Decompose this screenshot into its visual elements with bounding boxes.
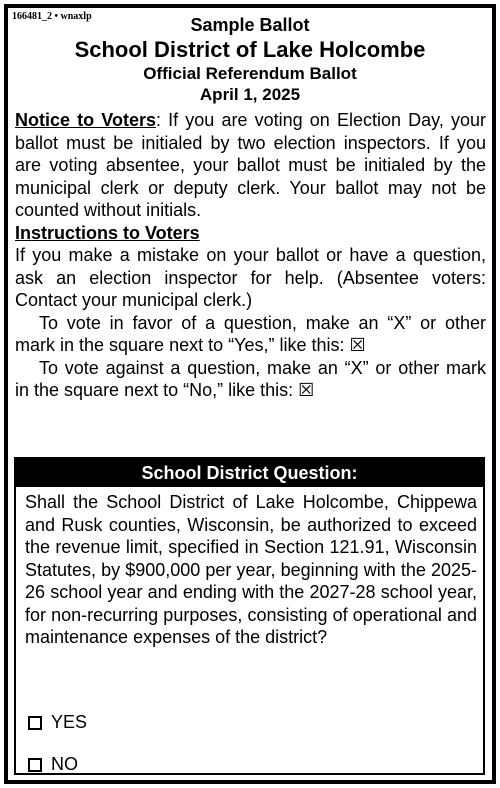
question-box	[14, 457, 485, 775]
instructions-label-line	[15, 222, 486, 245]
header-district-name: School District of Lake Holcombe	[74, 37, 426, 62]
option-no-label: NO	[51, 754, 78, 774]
ballot-instructions-body	[8, 109, 492, 402]
yes-checkbox[interactable]	[28, 716, 42, 730]
question-text: Shall the School District of Lake Holcombe, Chippewa and Rusk counties, Wisconsin, be authorized to exceed the revenue limit, specified in Section 121.91, Wisconsin Statutes, by $900,000 per year, beginning with the 2025-26 school year and ending with the 2027-28 school year, for non-recurring purposes, consisting of operational and maintenance expenses of the district?	[25, 492, 477, 647]
header-sample-ballot: Sample Ballot	[190, 15, 310, 35]
instructions-para-2: To vote in favor of a question, make an “X” or other mark in the square next to “Yes,” like this: ☒	[15, 312, 486, 355]
header-election-date: April 1, 2025	[199, 85, 301, 104]
instructions-para-3: To vote against a question, make an “X” or other mark in the square next to “No,” like this: ☒	[15, 357, 486, 400]
ballot-code: 166481_2 • wnaxlp	[12, 11, 92, 22]
option-no[interactable]	[28, 754, 78, 775]
instructions-para-1: If you make a mistake on your ballot or have a question, ask an election inspector for help. (Absentee voters: Contact your municipal clerk.)	[15, 245, 486, 310]
notice-paragraph	[15, 109, 486, 222]
option-yes[interactable]	[28, 712, 87, 733]
notice-label: Notice to Voters	[15, 110, 156, 130]
instructions-label: Instructions to Voters	[15, 222, 200, 243]
no-checkbox[interactable]	[28, 758, 42, 772]
question-header: School District Question:	[16, 459, 483, 487]
header-ballot-type: Official Referendum Ballot	[143, 64, 357, 83]
notice-text: : If you are voting on Election Day, your ballot must be initialed by two election inspectors. If you are voting absentee, your ballot must be initialed by the municipal clerk or deputy clerk. Your ballot may not be counted without initials.	[15, 110, 486, 220]
ballot-header	[8, 14, 492, 106]
option-yes-label: YES	[51, 712, 88, 732]
ballot-frame	[4, 4, 496, 784]
